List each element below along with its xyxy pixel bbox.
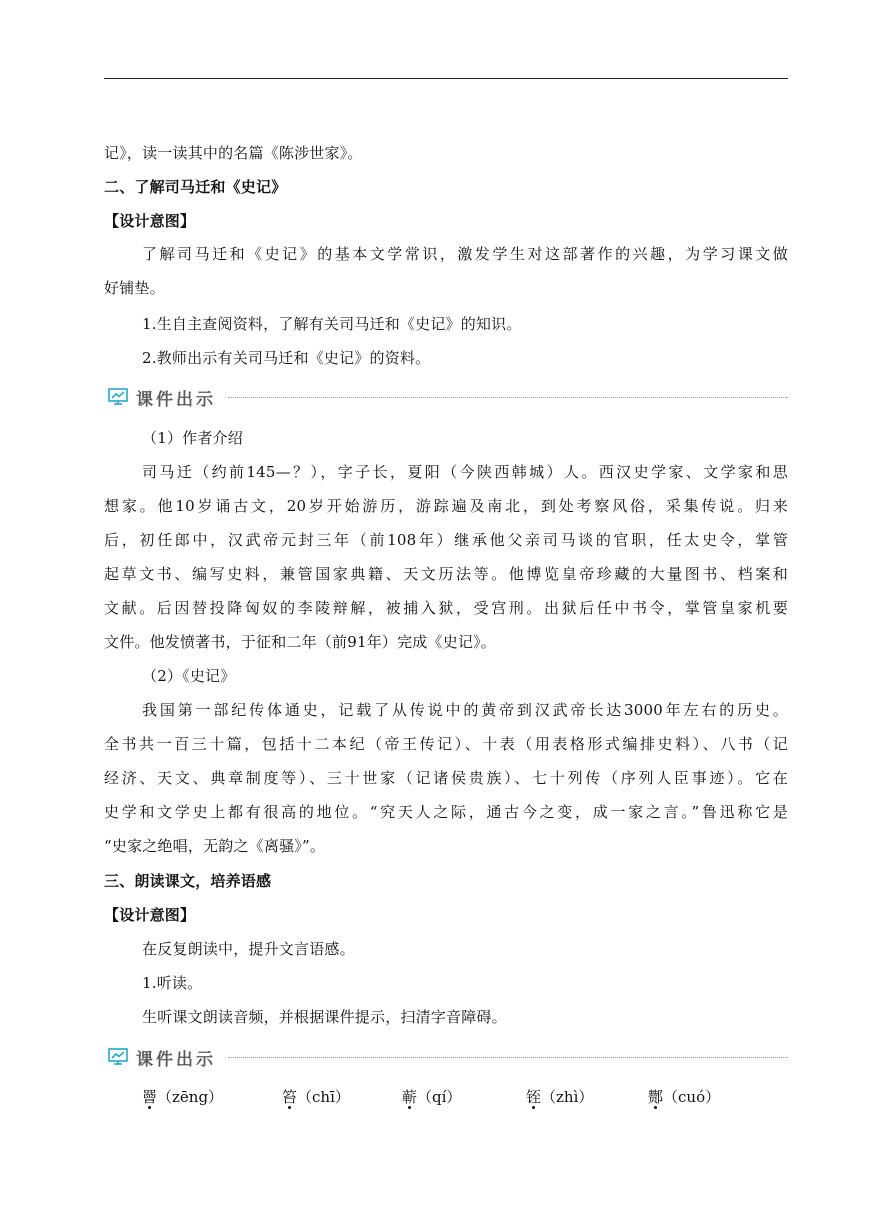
paragraph-line: 生听课文朗读音频，并根据课件提示，扫清字音障碍。 — [142, 1008, 507, 1026]
pronunciation-item — [282, 1086, 350, 1108]
pronunciation-item — [648, 1086, 720, 1108]
paragraph-line: “史家之绝唱，无韵之《离骚》”。 — [104, 837, 326, 855]
design-intent-label: 【设计意图】 — [104, 906, 196, 924]
paragraph-line: 经济、天文、典章制度等）、三十世家（记诸侯贵族）、七十列传（序列人臣事迹）。它在 — [104, 769, 788, 787]
section-heading: 三、朗读课文，培养语感 — [104, 872, 272, 890]
paragraph-line: 后，初任郎中，汉武帝元封三年（前108年）继承他父亲司马谈的官职，任太史令，掌管 — [104, 531, 788, 549]
paragraph-line: 司马迁（约前145—？），字子长，夏阳（今陕西韩城）人。西汉史学家、文学家和思 — [142, 463, 788, 481]
pronunciation-item — [526, 1086, 593, 1108]
paragraph-line: 了解司马迁和《史记》的基本文学常识，激发学生对这部著作的兴趣，为学习课文做 — [142, 245, 788, 263]
subheading: （2）《史记》 — [142, 667, 236, 685]
pronunciation-reading: （qí） — [417, 1088, 462, 1106]
banner-divider — [228, 1057, 788, 1058]
courseware-banner — [104, 384, 788, 410]
paragraph-line: 起草文书、编写史料，兼管国家典籍、天文历法等。他博览皇帝珍藏的大量图书、档案和 — [104, 565, 788, 583]
paragraph-line: 全书共一百三十篇，包括十二本纪（帝王传记）、十表（用表格形式编排史料）、八书（记 — [104, 735, 788, 753]
paragraph-line: 在反复朗读中，提升文言语感。 — [142, 940, 355, 958]
pronunciation-char: 笞 — [282, 1088, 298, 1106]
courseware-banner — [104, 1044, 788, 1070]
paragraph-line: 文献。后因替投降匈奴的李陵辩解，被捕入狱，受宫刑。出狱后任中书令，掌管皇家机要 — [104, 599, 788, 617]
pronunciation-reading: （cuó） — [663, 1088, 721, 1106]
paragraph-line: 我国第一部纪传体通史，记载了从传说中的黄帝到汉武帝长达3000年左右的历史。 — [142, 701, 788, 719]
pronunciation-item — [142, 1086, 223, 1108]
design-intent-label: 【设计意图】 — [104, 212, 196, 230]
pronunciation-char: 酂 — [648, 1088, 664, 1106]
paragraph-line: 想家。他10岁诵古文，20岁开始游历，游踪遍及南北，到处考察风俗，采集传说。归来 — [104, 497, 788, 515]
pronunciation-reading: （zēng） — [157, 1088, 224, 1106]
banner-title: 课件出示 — [136, 390, 216, 410]
header-rule — [104, 78, 788, 79]
list-item: 1.听读。 — [142, 974, 203, 992]
paragraph-line: 记》，读一读其中的名篇《陈涉世家》。 — [104, 144, 363, 162]
presentation-icon — [108, 1048, 128, 1065]
pronunciation-char: 罾 — [142, 1088, 158, 1106]
pronunciation-reading: （chī） — [297, 1088, 350, 1106]
paragraph-line: 文件。他发愤著书，于征和二年（前91年）完成《史记》。 — [104, 633, 496, 651]
pronunciation-reading: （zhì） — [541, 1088, 594, 1106]
pronunciation-item — [402, 1086, 461, 1108]
pronunciation-char: 铚 — [526, 1088, 542, 1106]
presentation-icon — [108, 388, 128, 405]
subheading: （1）作者介绍 — [142, 429, 243, 447]
section-heading: 二、了解司马迁和《史记》 — [104, 178, 287, 196]
list-item: 1.生自主查阅资料，了解有关司马迁和《史记》的知识。 — [142, 315, 522, 333]
paragraph-line: 好铺垫。 — [104, 279, 165, 297]
banner-title: 课件出示 — [136, 1050, 216, 1070]
list-item: 2.教师出示有关司马迁和《史记》的资料。 — [142, 349, 431, 367]
banner-divider — [228, 397, 788, 398]
paragraph-line: 史学和文学史上都有很高的地位。“究天人之际，通古今之变，成一家之言。”鲁迅称它是 — [104, 803, 788, 821]
pronunciation-char: 蕲 — [402, 1088, 418, 1106]
